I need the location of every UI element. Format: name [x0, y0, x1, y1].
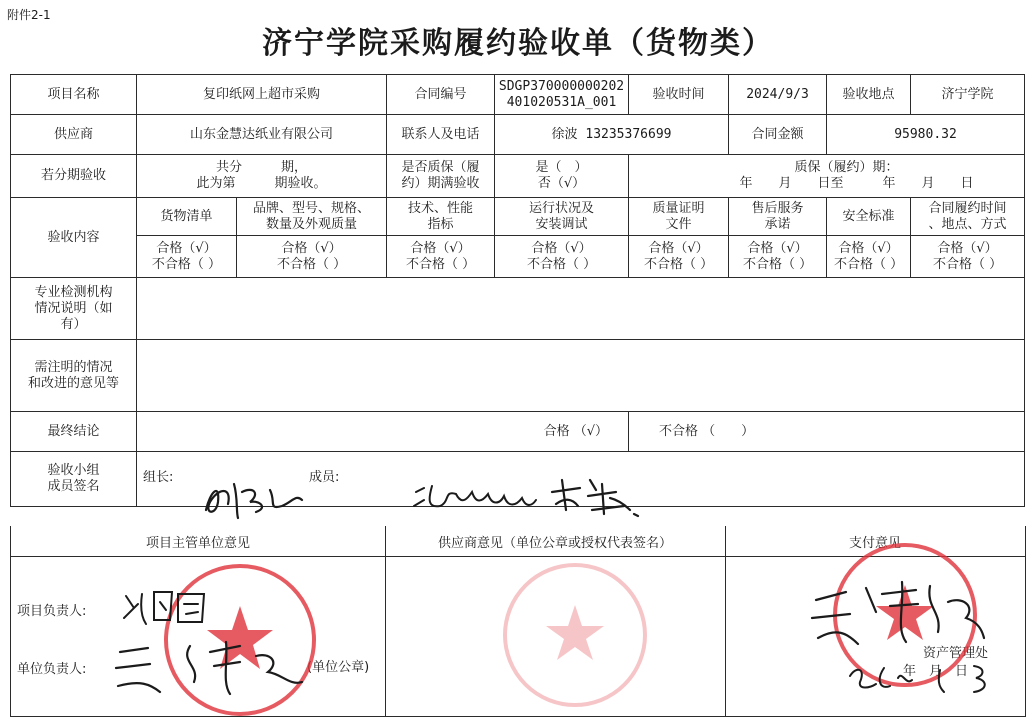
content-result-1: 合格（√） 不合格（ ） — [137, 236, 237, 278]
unit-seal-label: (单位公章) — [307, 660, 370, 675]
contract-number-label: 合同编号 — [387, 75, 495, 115]
content-header-2: 品牌、型号、规格、 数量及外观质量 — [237, 198, 387, 236]
contract-amount-label: 合同金额 — [729, 115, 827, 155]
content-result-7: 合格（√） 不合格（ ） — [827, 236, 911, 278]
installment-label: 若分期验收 — [11, 155, 137, 198]
leader-signature — [198, 472, 308, 522]
form-title: 济宁学院采购履约验收单（货物类） — [262, 26, 774, 61]
content-result-8: 合格（√） 不合格（ ） — [911, 236, 1025, 278]
content-result-6: 合格（√） 不合格（ ） — [729, 236, 827, 278]
warranty-choice: 是（ ） 否（√） — [495, 155, 629, 198]
contact-label: 联系人及电话 — [387, 115, 495, 155]
testing-agency-value — [137, 278, 1025, 340]
annex-number: 附件2-1 — [7, 8, 51, 22]
unit-leader-signature — [110, 632, 310, 702]
member-label: 成员: — [309, 470, 340, 485]
payment-opinion-header: 支付意见 — [725, 526, 1025, 557]
content-header-5: 质量证明 文件 — [629, 198, 729, 236]
testing-agency-label: 专业检测机构 情况说明（如 有） — [11, 278, 137, 340]
final-conclusion-label: 最终结论 — [11, 412, 137, 452]
notes-label: 需注明的情况 和改进的意见等 — [11, 340, 137, 412]
content-header-8: 合同履约时间 、地点、方式 — [911, 198, 1025, 236]
date-label: 年 月 日 — [903, 664, 969, 679]
content-header-1: 货物清单 — [137, 198, 237, 236]
acceptance-date-label: 验收时间 — [629, 75, 729, 115]
final-fail: 不合格 （ ） — [629, 412, 1025, 452]
contract-amount-value: 95980.32 — [827, 115, 1025, 155]
project-dept-opinion-header: 项目主管单位意见 — [11, 526, 385, 557]
unit-leader-label: 单位负责人: — [17, 662, 87, 677]
leader-label: 组长: — [143, 470, 174, 485]
content-result-5: 合格（√） 不合格（ ） — [629, 236, 729, 278]
supplier-label: 供应商 — [11, 115, 137, 155]
content-result-3: 合格（√） 不合格（ ） — [387, 236, 495, 278]
final-pass: 合格 （√） — [137, 412, 629, 452]
content-header-4: 运行状况及 安装调试 — [495, 198, 629, 236]
supplier-opinion-header: 供应商意见（单位公章或授权代表签名） — [385, 526, 725, 557]
supplier-value: 山东金慧达纸业有限公司 — [137, 115, 387, 155]
content-header-6: 售后服务 承诺 — [729, 198, 827, 236]
content-result-4: 合格（√） 不合格（ ） — [495, 236, 629, 278]
acceptance-form — [10, 74, 1025, 507]
acceptance-date-value: 2024/9/3 — [729, 75, 827, 115]
project-name-label: 项目名称 — [11, 75, 137, 115]
payment-signature — [806, 572, 986, 652]
member-signature-1 — [410, 478, 540, 518]
content-header-7: 安全标准 — [827, 198, 911, 236]
content-header-3: 技术、性能 指标 — [387, 198, 495, 236]
member-signature-2 — [548, 470, 648, 520]
project-name-value: 复印纸网上超市采购 — [137, 75, 387, 115]
team-signature-label: 验收小组 成员签名 — [11, 452, 137, 507]
acceptance-content-label: 验收内容 — [11, 198, 137, 278]
content-result-2: 合格（√） 不合格（ ） — [237, 236, 387, 278]
contract-number-value: SDGP370000000202 401020531A_001 — [495, 75, 629, 115]
contact-value: 徐波 13235376699 — [495, 115, 729, 155]
project-leader-signature — [120, 584, 210, 628]
notes-value — [137, 340, 1025, 412]
warranty-period: 质保（履约）期： 年 月 日至 年 月 日 — [629, 155, 1025, 198]
acceptance-place-value: 济宁学院 — [911, 75, 1025, 115]
supplier-seal — [500, 560, 650, 710]
dept-label: 资产管理处 — [923, 646, 989, 661]
project-leader-label: 项目负责人: — [17, 604, 87, 619]
installment-value: 共分 期， 此为第 期验收。 — [137, 155, 387, 198]
warranty-question: 是否质保（履 约）期满验收 — [387, 155, 495, 198]
date-handwriting — [846, 656, 996, 696]
acceptance-place-label: 验收地点 — [827, 75, 911, 115]
